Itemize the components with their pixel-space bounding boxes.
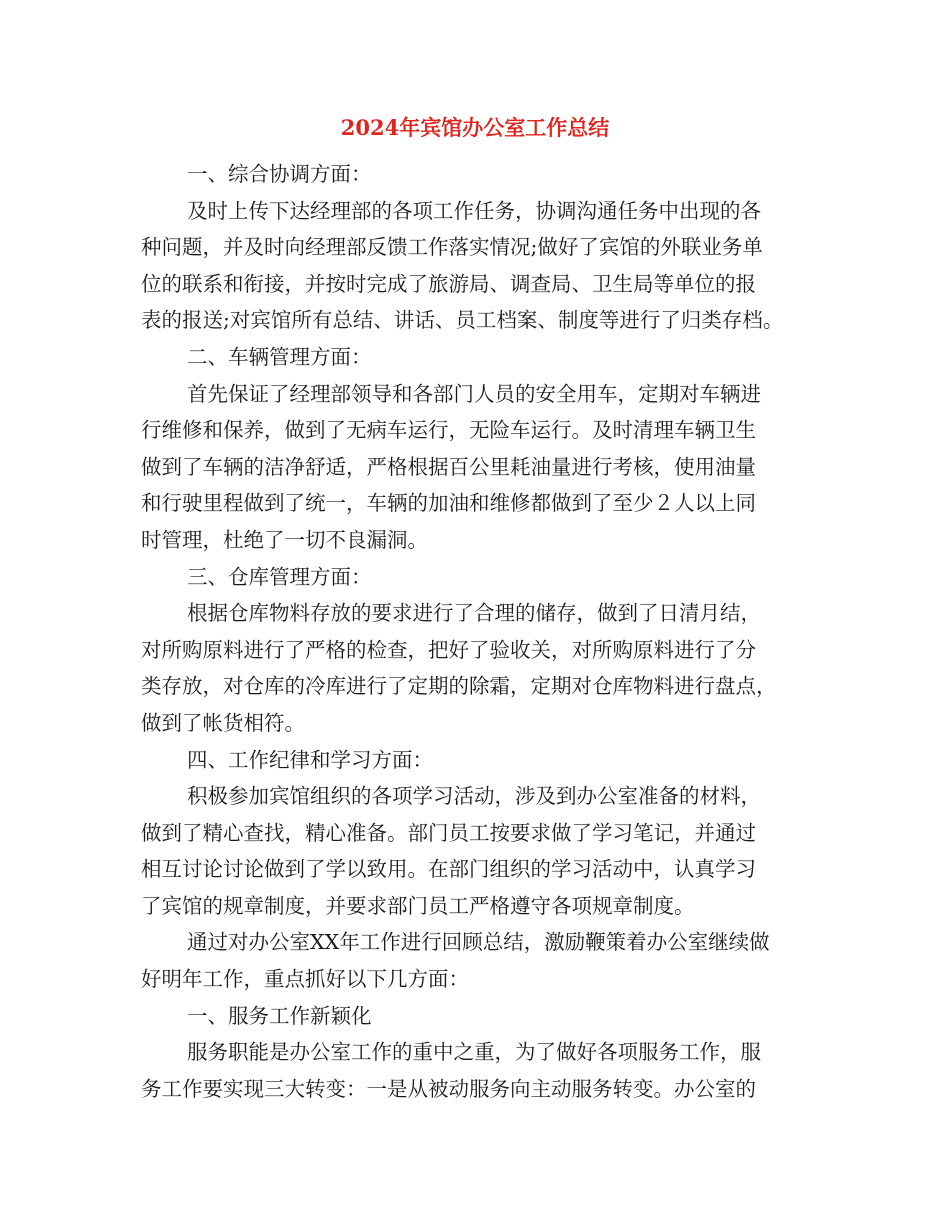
- paragraph-line: 积极参加宾馆组织的各项学习活动，涉及到办公室准备的材料，: [187, 784, 761, 809]
- paragraph-line: 及时上传下达经理部的各项工作任务，协调沟通任务中出现的各: [187, 198, 761, 223]
- paragraph-line: 首先保证了经理部领导和各部门人员的安全用车，定期对车辆进: [187, 381, 761, 406]
- paragraph-line: 好明年工作，重点抓好以下几方面：: [141, 967, 469, 992]
- paragraph-line: 时管理，杜绝了一切不良漏洞。: [141, 527, 428, 552]
- section-heading-discipline: 四、工作纪律和学习方面：: [187, 747, 433, 772]
- paragraph-line: 服务职能是办公室工作的重中之重，为了做好各项服务工作，服: [187, 1040, 761, 1065]
- paragraph-line: 位的联系和衔接，并按时完成了旅游局、调查局、卫生局等单位的报: [141, 271, 756, 296]
- paragraph-line: 了宾馆的规章制度，并要求部门员工严格遵守各项规章制度。: [141, 893, 695, 918]
- section-heading-service: 一、服务工作新颖化: [187, 1003, 372, 1028]
- section-heading-coordination: 一、综合协调方面：: [187, 162, 372, 186]
- paragraph-line: 务工作要实现三大转变：一是从被动服务向主动服务转变。办公室的: [141, 1076, 756, 1101]
- paragraph-line: 种问题，并及时向经理部反馈工作落实情况;做好了宾馆的外联业务单: [141, 235, 763, 260]
- document-title: 2024年宾馆办公室工作总结: [340, 115, 610, 140]
- paragraph-line: 表的报送;对宾馆所有总结、讲话、员工档案、制度等进行了归类存档。: [141, 308, 784, 333]
- paragraph-line: 类存放，对仓库的冷库进行了定期的除霜，定期对仓库物料进行盘点，: [141, 674, 777, 699]
- paragraph-line: 根据仓库物料存放的要求进行了合理的储存，做到了日清月结，: [187, 601, 761, 626]
- paragraph-line: 对所购原料进行了严格的检查，把好了验收关，对所购原料进行了分: [141, 637, 756, 662]
- document-body: [141, 156, 821, 1107]
- section-heading-vehicles: 二、车辆管理方面：: [187, 344, 372, 369]
- paragraph-line: 和行驶里程做到了统一，车辆的加油和维修都做到了至少２人以上同: [141, 491, 756, 516]
- paragraph-line: 行维修和保养，做到了无病车运行，无险车运行。及时清理车辆卫生: [141, 418, 756, 443]
- paragraph-line: 做到了精心查找，精心准备。部门员工按要求做了学习笔记，并通过: [141, 820, 756, 845]
- section-heading-warehouse: 三、仓库管理方面：: [187, 564, 372, 589]
- paragraph-line: 通过对办公室XX年工作进行回顾总结，激励鞭策着办公室继续做: [187, 930, 770, 955]
- paragraph-line: 做到了车辆的洁净舒适，严格根据百公里耗油量进行考核，使用油量: [141, 454, 756, 479]
- paragraph-line: 相互讨论讨论做到了学以致用。在部门组织的学习活动中，认真学习: [141, 857, 756, 882]
- paragraph-line: 做到了帐货相符。: [141, 710, 305, 735]
